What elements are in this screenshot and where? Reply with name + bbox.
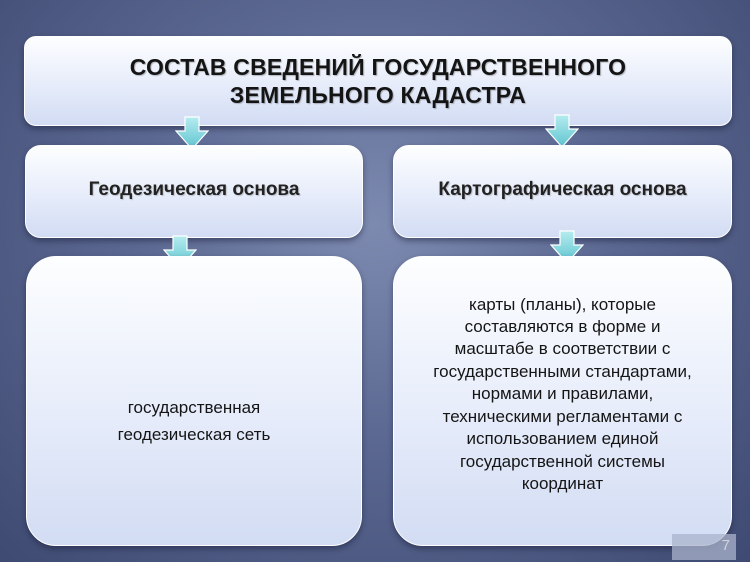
branch-content-text: карты (планы), которые составляются в форме и масштабе в соответствии с государственными стандартами, нормами и правилами, техническими регламентами с использованием единой государственной системы координат xyxy=(433,294,692,493)
branch-heading-geodetic xyxy=(25,145,363,238)
title-box xyxy=(24,36,732,126)
diagram-title: СОСТАВ СВЕДЕНИЙ ГОСУДАРСТВЕННОГО ЗЕМЕЛЬНОГО КАДАСТРА xyxy=(129,54,627,108)
branch-heading-text: Геодезическая основа xyxy=(88,178,300,200)
branch-content-text: государственная геодезическая сеть xyxy=(117,398,271,444)
branch-content-cartographic xyxy=(393,256,732,546)
down-arrow-icon xyxy=(545,114,579,148)
branch-content-geodetic xyxy=(26,256,362,546)
page-number: 7 xyxy=(672,534,736,560)
branch-heading-text: Картографическая основа xyxy=(438,178,687,200)
branch-heading-cartographic xyxy=(393,145,732,238)
